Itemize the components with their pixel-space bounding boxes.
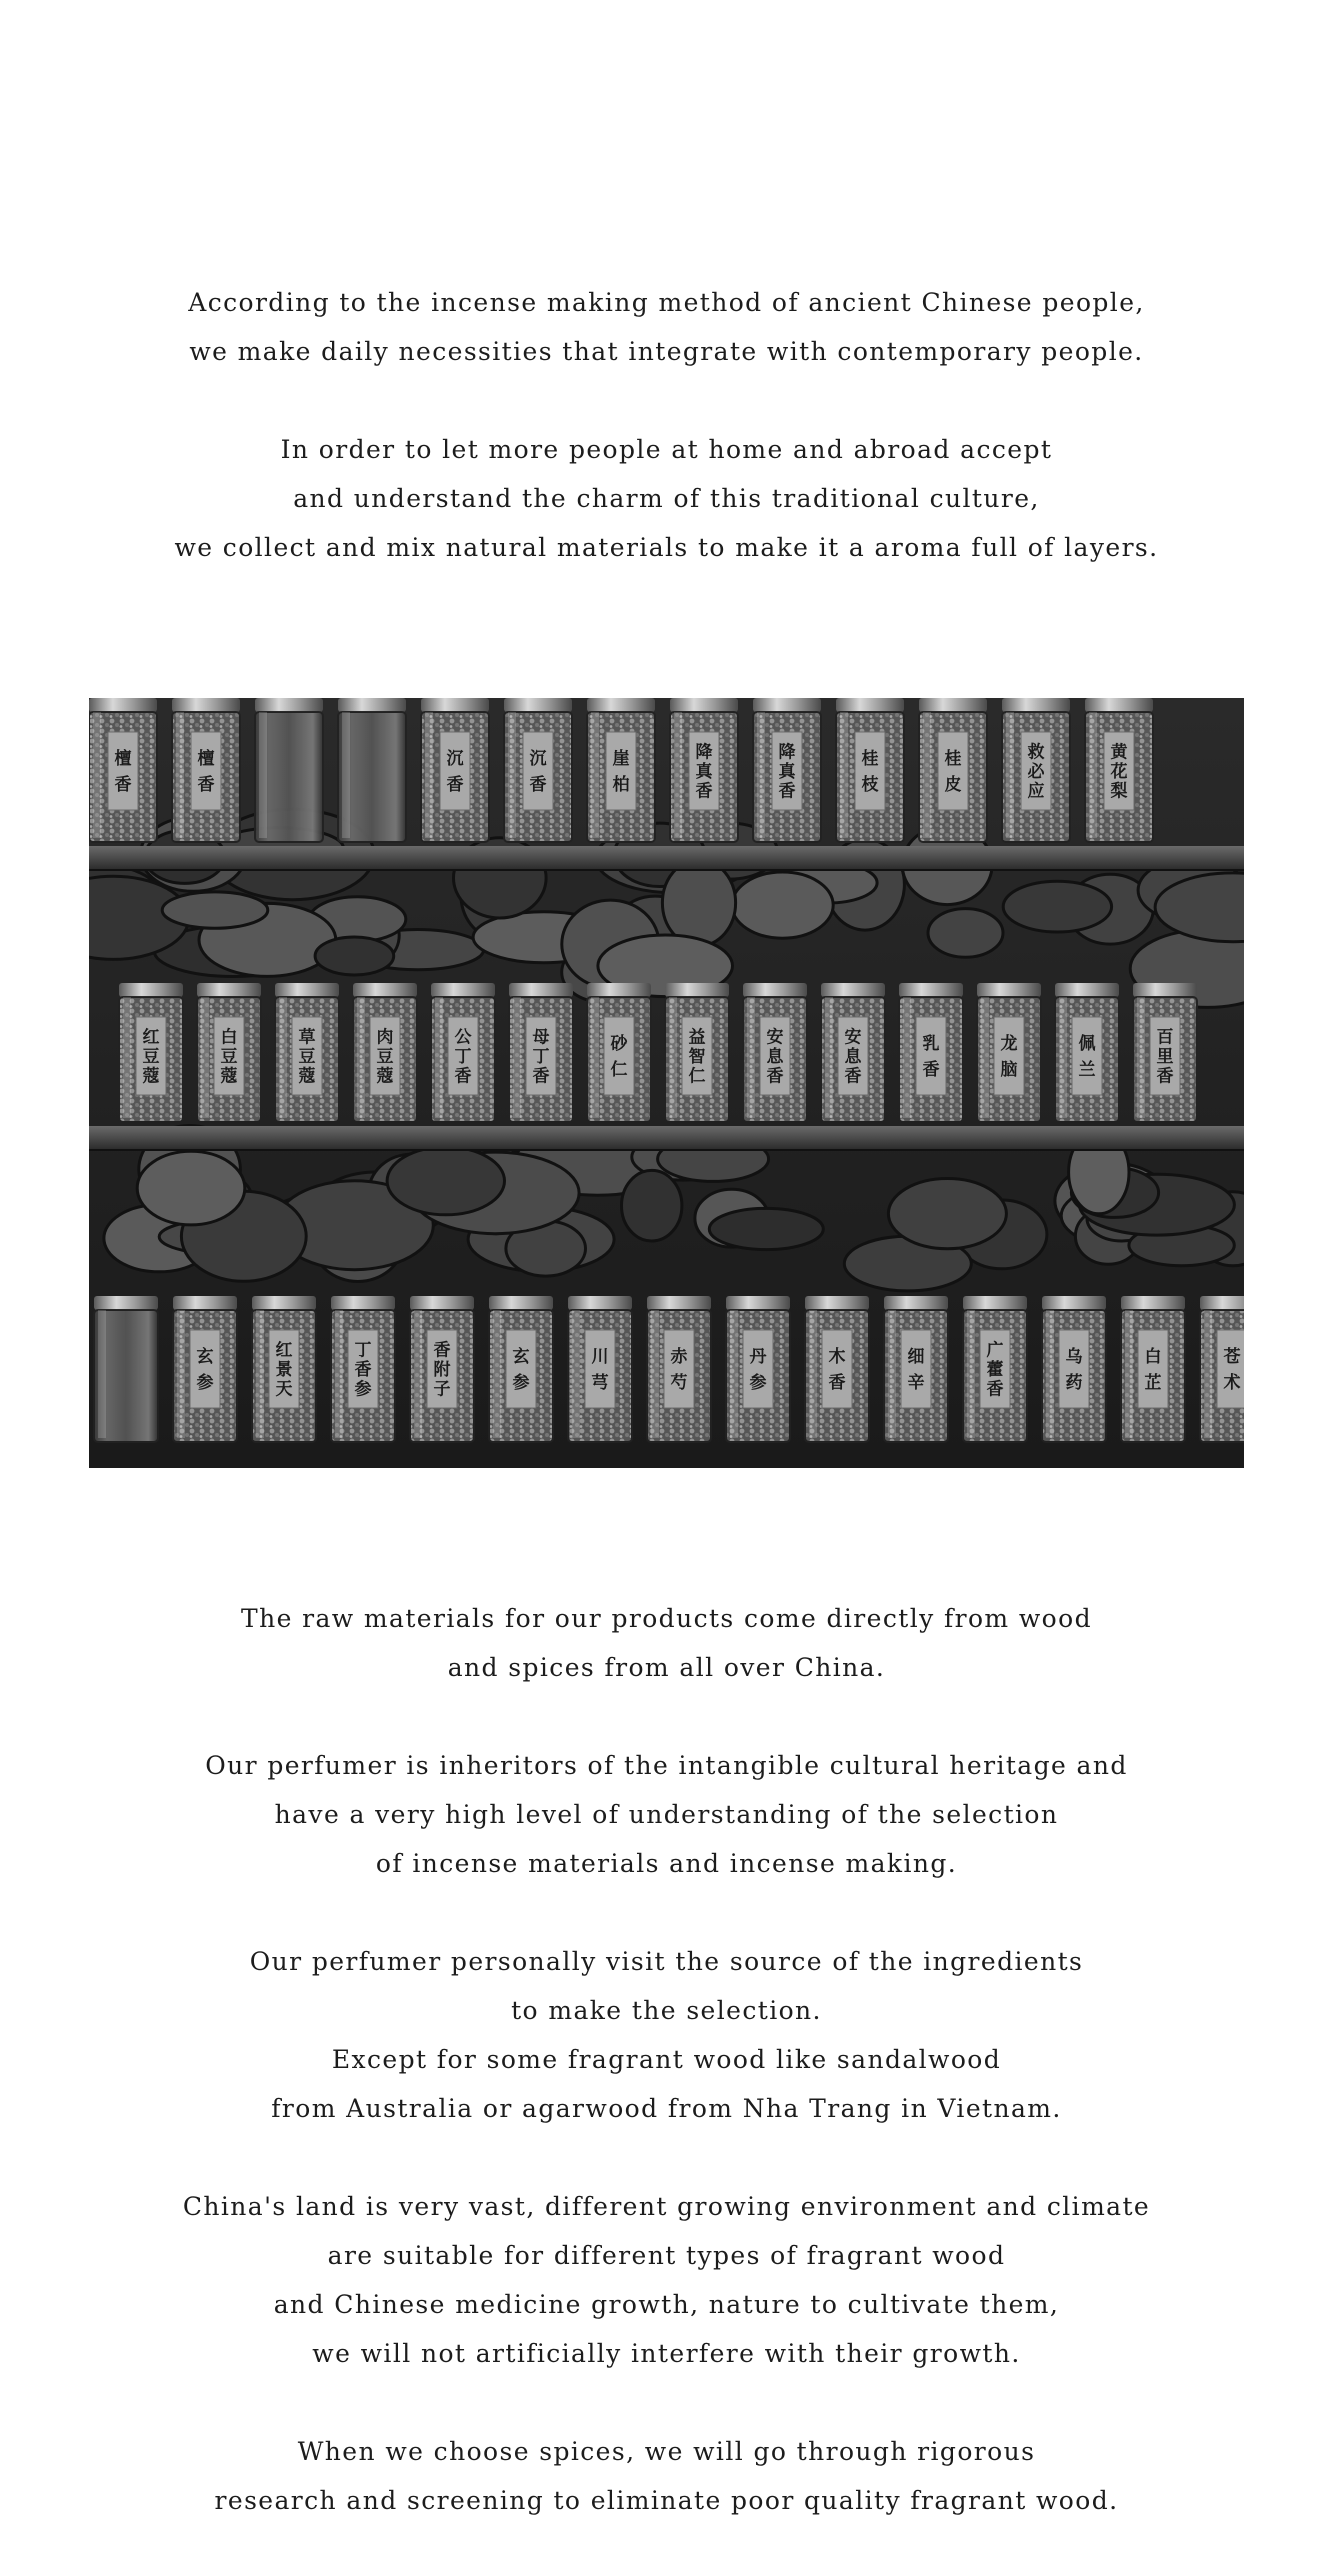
jar-label-char: 川 [591,1347,609,1367]
spice-jar [421,698,489,842]
spice-jar [94,1296,158,1442]
jar-label-char: 乳 [922,1034,940,1054]
spice-jar [275,983,339,1122]
stone [662,860,735,946]
spice-jar [587,698,655,842]
stone [622,1170,682,1241]
body-paragraph-5 [0,2427,1333,2525]
text-line: When we choose spices, we will go through rigorous [297,2437,1036,2466]
wooden-shelf [89,846,1244,870]
jar-label-char: 仁 [688,1066,706,1087]
text-line: and Chinese medicine growth, nature to cultivate them, [273,2290,1060,2319]
spice-jar [884,1296,948,1442]
spice-jar [919,698,987,842]
text-line: Our perfumer personally visit the source of the ingredients [249,1947,1084,1976]
jar-label-char: 皮 [944,775,962,795]
jar-label-char: 乌 [1065,1347,1083,1367]
spice-jar [89,698,157,842]
jar-label-char: 豆 [376,1047,394,1067]
stone [732,872,833,938]
spice-jar [255,698,323,842]
intro-paragraph-1 [0,278,1333,376]
stone [162,892,268,928]
jar-label-char: 玄 [512,1347,530,1367]
spice-jar [119,983,183,1122]
jar-label-char: 蔻 [376,1066,394,1087]
stone [888,1179,1006,1249]
jar-label-char: 天 [275,1379,293,1400]
spice-jar [353,983,417,1122]
spice-jar [963,1296,1027,1442]
jar-label-char: 崖 [612,749,630,769]
jar-label-char: 豆 [298,1047,316,1067]
stone [928,909,1003,958]
jar-label-char: 智 [688,1047,706,1067]
text-line: Our perfumer is inheritors of the intangible cultural heritage and [205,1751,1128,1780]
spice-jar [665,983,729,1122]
jar-label-char: 红 [275,1340,293,1361]
spice-jar [1200,1296,1244,1442]
jar-label-char: 参 [512,1373,530,1393]
jar-label-char: 砂 [610,1034,628,1054]
spice-jar [331,1296,395,1442]
jar-label-char: 真 [695,762,713,782]
jar-label-char: 香 [197,775,215,795]
jar-label-char: 蔻 [142,1066,160,1087]
stone [137,1151,245,1225]
spice-jar [670,698,738,842]
jar-label-char: 里 [1156,1047,1174,1067]
jar-label-char: 蔻 [298,1066,316,1087]
spice-jar [504,698,572,842]
jar-label-char: 细 [907,1347,925,1367]
jar-label-char: 芷 [1144,1373,1162,1393]
jar-label-char: 花 [1110,762,1128,782]
spice-jar [252,1296,316,1442]
jar-label-char: 香 [454,1066,472,1087]
text-line: to make the selection. [511,1996,822,2025]
jar-label-char: 香 [695,781,713,802]
jar-label-char: 檀 [114,749,132,769]
spice-jar [1085,698,1153,842]
jar-label-char: 百 [1156,1027,1174,1048]
jar-label-char: 丁 [454,1047,472,1067]
text-line: research and screening to eliminate poor quality fragrant wood. [214,2486,1119,2515]
jar-label-char: 佩 [1078,1034,1096,1054]
jar-label-char: 兰 [1078,1060,1096,1080]
jar-label-char: 脑 [1000,1060,1018,1080]
jar-label-char: 香 [828,1373,846,1393]
jar-label-char: 柏 [612,775,630,795]
stone [709,1208,823,1249]
text-line: are suitable for different types of fragrant wood [327,2241,1006,2270]
jar-label-char: 应 [1027,781,1045,802]
text-line: we make daily necessities that integrate with contemporary people. [189,337,1144,366]
jar-label-char: 芎 [591,1373,609,1393]
jar-label-char: 真 [778,762,796,782]
jar-label-char: 枝 [861,775,879,795]
jar-label-char: 子 [433,1379,451,1400]
jar-label-char: 广 [986,1340,1004,1361]
jar-label-char: 丹 [749,1347,767,1367]
jar-label-char: 白 [1144,1347,1162,1367]
text-line: and spices from all over China. [447,1653,886,1682]
spice-jar [1002,698,1070,842]
jar-label-char: 参 [749,1373,767,1393]
jar-label-char: 檀 [197,749,215,769]
jar-label-char: 降 [778,742,796,763]
jar-label-char: 安 [844,1027,862,1048]
spice-jar [753,698,821,842]
body-paragraph-4 [0,2182,1333,2378]
jar-label-char: 蔻 [220,1066,238,1087]
jar-label-char: 救 [1027,742,1045,763]
body-paragraph-2 [0,1741,1333,1888]
jar-label-char: 芍 [670,1373,688,1393]
spice-jar [977,983,1041,1122]
jar-label-char: 梨 [1110,781,1128,802]
spice-jar [410,1296,474,1442]
spice-jar [1133,983,1197,1122]
spice-jar [489,1296,553,1442]
jar-label-char: 仁 [610,1060,628,1080]
spice-jar [172,698,240,842]
spice-jar [726,1296,790,1442]
jar-label-char: 草 [298,1027,316,1048]
stone [387,1147,504,1215]
text-line: we will not artificially interfere with their growth. [312,2339,1021,2368]
jar-label-char: 豆 [142,1047,160,1067]
text-line: we collect and mix natural materials to make it a aroma full of layers. [174,533,1159,562]
jar-label-char: 参 [196,1373,214,1393]
text-line: According to the incense making method of ancient Chinese people, [188,288,1145,317]
jar-label-char: 白 [220,1027,238,1048]
jar-label-char: 藿 [986,1360,1004,1380]
jar-label-char: 龙 [1000,1034,1018,1054]
jar-label-char: 香 [114,775,132,795]
jar-label-char: 术 [1223,1373,1241,1393]
jar-label-char: 沉 [529,749,547,769]
body-text [0,1594,1333,2525]
intro-paragraph-2 [0,425,1333,572]
jar-label-char: 香 [778,781,796,802]
jar-label-char: 参 [354,1379,372,1400]
spice-jar [899,983,963,1122]
jar-label-char: 沉 [446,749,464,769]
body-paragraph-1 [0,1594,1333,1692]
jar-label-char: 香 [354,1360,372,1380]
jar-label-char: 香 [922,1060,940,1080]
jar-label-char: 苍 [1223,1347,1241,1367]
jar-label-char: 安 [766,1027,784,1048]
jar-label-char: 香 [1156,1066,1174,1087]
spice-jar [338,698,406,842]
spice-jar [587,983,651,1122]
spice-jar [836,698,904,842]
spice-jar [568,1296,632,1442]
spice-jar [1055,983,1119,1122]
jar-label-char: 降 [695,742,713,763]
jar-label-char: 息 [766,1047,784,1067]
jar-label-char: 木 [828,1347,846,1367]
jar-label-char: 玄 [196,1347,214,1367]
stone [1003,881,1111,932]
wooden-shelf [89,1126,1244,1150]
text-line: In order to let more people at home and abroad accept [280,435,1053,464]
jar-label-char: 丁 [354,1340,372,1361]
jar-label-char: 香 [844,1066,862,1087]
spice-jar [173,1296,237,1442]
jar-label-char: 红 [142,1027,160,1048]
stone [315,937,394,975]
jar-label-char: 肉 [376,1027,394,1048]
jar-label-char: 母 [532,1027,550,1048]
jar-label-char: 豆 [220,1047,238,1067]
jar-label-char: 公 [454,1027,472,1048]
text-line: from Australia or agarwood from Nha Trang in Vietnam. [271,2094,1062,2123]
text-line: and understand the charm of this traditional culture, [293,484,1040,513]
spice-jar [1121,1296,1185,1442]
jar-label-char: 香 [529,775,547,795]
text-line: of incense materials and incense making. [375,1849,958,1878]
jar-label-char: 香 [446,775,464,795]
intro-text [0,278,1333,572]
spice-jar [647,1296,711,1442]
spice-jars-photo [89,698,1244,1468]
jar-label-char: 香 [433,1340,451,1361]
jar-label-char: 丁 [532,1047,550,1067]
spice-jar [197,983,261,1122]
text-line: Except for some fragrant wood like sandalwood [331,2045,1002,2074]
jar-label-char: 香 [532,1066,550,1087]
spice-jar [431,983,495,1122]
jar-label-char: 景 [275,1360,293,1380]
spice-jars-illustration [89,698,1244,1468]
jar-label-char: 附 [433,1360,451,1380]
jar-label-char: 益 [688,1027,706,1048]
jar-label-char: 香 [986,1379,1004,1400]
jar-label-char: 桂 [861,749,879,769]
text-line: The raw materials for our products come directly from wood [241,1604,1092,1633]
jar-label-char: 药 [1065,1373,1083,1393]
body-paragraph-3 [0,1937,1333,2133]
jar-label-char: 桂 [944,749,962,769]
spice-jar [743,983,807,1122]
jar-label-char: 必 [1027,762,1045,782]
spice-jar [805,1296,869,1442]
jar-label-char: 赤 [670,1347,688,1367]
jar-label-char: 息 [844,1047,862,1067]
text-line: have a very high level of understanding of the selection [274,1800,1059,1829]
jar-label-char: 辛 [907,1373,925,1393]
jar-label-char: 香 [766,1066,784,1087]
spice-jar [509,983,573,1122]
spice-jar [1042,1296,1106,1442]
jar-label-char: 黄 [1110,742,1128,763]
spice-jar [821,983,885,1122]
text-line: China's land is very vast, different growing environment and climate [182,2192,1151,2221]
